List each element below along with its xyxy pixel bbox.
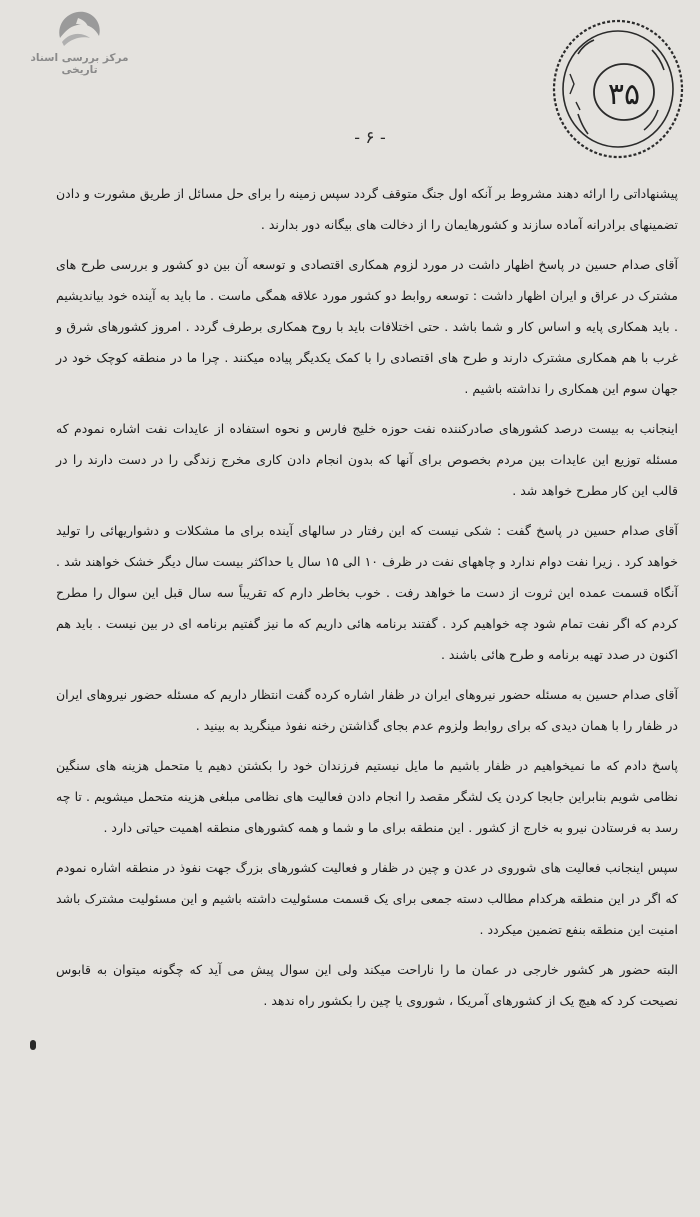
paragraph-4: آقای صدام حسین در پاسخ گفت : شکی نیست که این رفتار در سالهای آینده برای ما مشکلات و دشواریهائی را تولید خواهد کرد . زیرا نفت دوام ندارد و چاههای نفت در ظرف ۱۰ الی ۱۵ سال یا حداکثر بیست سال دیگر خشک خواهند شد . آنگاه قسمت عمده این ثروت از دست ما خواهد رفت . خوب بخاطر دارم که تقریباً سه سال قبل این سوال را مطرح کردم که اگر نفت تمام شود چه خواهیم کرد . گفتند برنامه هائی داریم که ما نیز گفتیم برنامه ای در بین نیست . باید هم اکنون در صدد تهیه برنامه و طرح هائی باشند .: [56, 523, 678, 662]
archive-stamp: [548, 14, 688, 164]
paragraph-7: سپس اینجانب فعالیت های شوروی در عدن و چین در ظفار و فعالیت کشورهای بزرگ جهت نفوذ در منطقه اشاره نمودم که اگر در این منطقه هرکدام مطالب دسته جمعی برای یک قسمت مسئولیت داشته باشیم و این مسئولیت مشترک باشد امنیت این منطقه بنفع تضمین میکردد .: [56, 860, 678, 937]
archive-logo-icon: [54, 8, 104, 52]
paragraph-2: آقای صدام حسین در پاسخ اظهار داشت در مورد لزوم همکاری اقتصادی و توسعه آن بین دو کشور و بررسی طرح های مشترک در عراق و ایران اظهار داشت : توسعه روابط دو کشور مورد علاقه همگی ماست . ما باید به آینده خود بیاندیشیم . باید همکاری پایه و اساس کار و شما باشد . حتی اختلافات باید با روح همکاری برطرف گردد . امروز کشورهای شرق و غرب با هم همکاری مشترک دارند و طرح های اقتصادی را با کمک یکدیگر پیاده میکنند . چرا ما در منطقه کوچک خود در جهان سوم این همکاری را نداشته باشیم .: [56, 257, 678, 396]
page-number: - ۶ -: [354, 128, 386, 148]
logo-text: مرکز بررسی اسناد تاریخی: [30, 52, 129, 76]
paragraph-3: اینجانب به بیست درصد کشورهای صادرکننده نفت حوزه خلیج فارس و نحوه استفاده از عایدات نفت اشاره نمودم که مسئله توزیع این عایدات بین مردم بخصوص برای آنها که بدون انجام دادن کاری مخرج زندگی را در دست دارند را در قالب این کار مطرح خواهد شد .: [56, 421, 678, 498]
stamp-number: ۳۵: [607, 77, 641, 112]
paragraph-8: البته حضور هر کشور خارجی در عمان ما را ناراحت میکند ولی این سوال پیش می آید که چگونه میتوان به قابوس نصیحت کرد که هیچ یک از کشورهای آمریکا ، شوروی یا چین را بکشور راه ندهد .: [56, 962, 678, 1008]
archive-logo: [12, 8, 147, 76]
ink-mark: [30, 1040, 36, 1050]
paragraph-5: آقای صدام حسین به مسئله حضور نیروهای ایران در ظفار اشاره کرده گفت انتظار داریم که مسئله حضور نیروهای ایران در ظفار را با همان دیدی که برای روابط ولزوم عدم بجای گذاشتن رخنه نفوذ مینگرید به بینید .: [56, 687, 678, 733]
letter-body: [56, 178, 678, 1016]
paragraph-6: پاسخ دادم که ما نمیخواهیم در ظفار باشیم ما مایل نیستیم فرزندان خود را بکشتن دهیم یا متحمل هزینه های سنگین نظامی شویم بنابراین جابجا کردن یک لشگر مقصد را انجام دادن فعالیت های نظامی مبلغی هزینه متحمل میشویم . تا چه رسد به فرستادن نیرو به خارج از کشور . این منطقه برای ما و شما و همه کشورهای منطقه اهمیت حیاتی دارد .: [56, 758, 678, 835]
paragraph-1: پیشنهاداتی را ارائه دهند مشروط بر آنکه اول جنگ متوقف گردد سپس زمینه را برای حل مسائل از طریق مشورت و دادن تضمینهای برادرانه آماده سازند و کشورهایمان را از دخالت های بیگانه دور بدارند .: [56, 186, 678, 232]
